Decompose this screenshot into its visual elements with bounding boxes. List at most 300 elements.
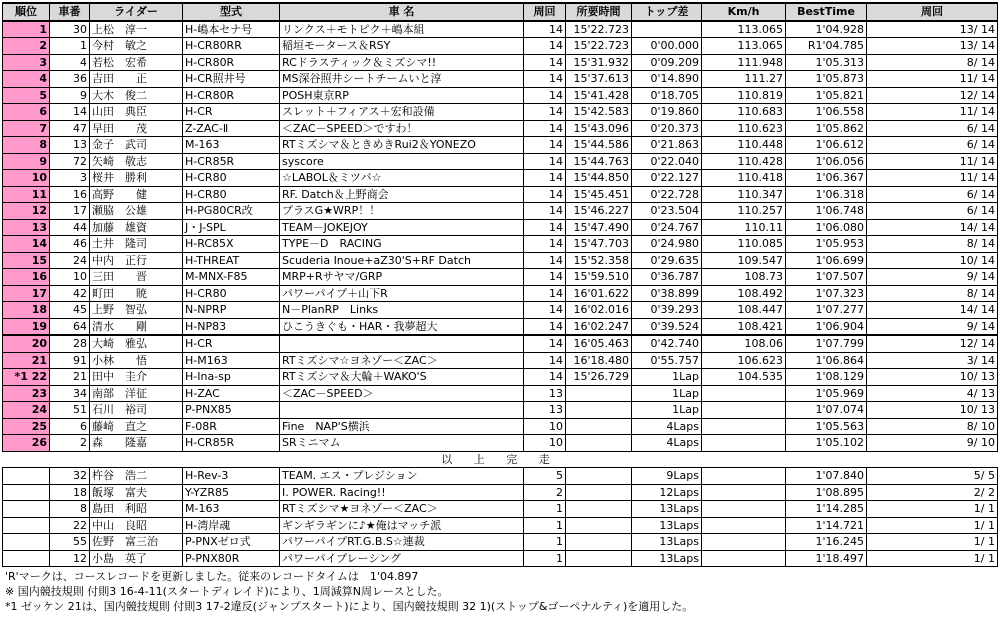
speed-cell: 108.421 xyxy=(702,318,786,335)
position-cell: 3 xyxy=(3,54,50,71)
rider-cell: 山田 典臣 xyxy=(90,104,183,121)
team-cell: TEAM. エス・プレジション xyxy=(280,468,524,485)
number-cell: 34 xyxy=(50,385,90,402)
team-cell: ひこうきぐも・HAR・我夢超大 xyxy=(280,318,524,335)
gap-cell xyxy=(632,21,702,38)
laps-cell: 14 xyxy=(524,186,566,203)
total-time-cell: 15'41.428 xyxy=(566,87,632,104)
results-table xyxy=(2,2,998,567)
speed-cell xyxy=(702,484,786,501)
number-cell: 18 xyxy=(50,484,90,501)
rider-cell: 吉田 正 xyxy=(90,71,183,88)
position-cell: 26 xyxy=(3,435,50,452)
speed-cell xyxy=(702,468,786,485)
gap-cell: 0'19.860 xyxy=(632,104,702,121)
model-cell: H-PG80CR改 xyxy=(183,203,280,220)
total-time-cell: 15'42.583 xyxy=(566,104,632,121)
position-cell: 18 xyxy=(3,302,50,319)
model-cell: M-MNX-F85 xyxy=(183,269,280,286)
table-row xyxy=(3,369,998,386)
rider-cell: 若松 宏希 xyxy=(90,54,183,71)
header-team: 車 名 xyxy=(280,3,524,21)
model-cell: Z-ZAC-Ⅱ xyxy=(183,120,280,137)
table-row xyxy=(3,236,998,253)
total-time-cell: 15'44.586 xyxy=(566,137,632,154)
gap-cell: 0'18.705 xyxy=(632,87,702,104)
speed-cell: 110.683 xyxy=(702,104,786,121)
best-time-cell: 1'07.840 xyxy=(786,468,867,485)
team-cell: RTミズシマ＆ときめきRui2＆YONEZO xyxy=(280,137,524,154)
gap-cell: 0'39.293 xyxy=(632,302,702,319)
speed-cell: 108.06 xyxy=(702,335,786,352)
model-cell: H-ZAC xyxy=(183,385,280,402)
table-row xyxy=(3,186,998,203)
position-cell: 21 xyxy=(3,352,50,369)
note-record: 'R'マークは、コースレコードを更新しました。従来のレコードタイムは 1'04.897 xyxy=(5,570,419,583)
best-lap-cell: 13/ 14 xyxy=(867,38,998,55)
table-row xyxy=(3,352,998,369)
best-time-cell: 1'06.699 xyxy=(786,252,867,269)
laps-cell: 14 xyxy=(524,153,566,170)
best-lap-cell: 9/ 10 xyxy=(867,435,998,452)
table-row xyxy=(3,153,998,170)
position-cell: *1 22 xyxy=(3,369,50,386)
team-cell: MS深谷照井シートチームいと淳 xyxy=(280,71,524,88)
best-time-cell: 1'05.862 xyxy=(786,120,867,137)
rider-cell: 金子 武司 xyxy=(90,137,183,154)
team-cell: RTミズシマ★ヨネゾー＜ZAC＞ xyxy=(280,501,524,518)
total-time-cell xyxy=(566,418,632,435)
number-cell: 21 xyxy=(50,369,90,386)
rider-cell: 桜井 勝利 xyxy=(90,170,183,187)
best-time-cell: 1'08.895 xyxy=(786,484,867,501)
total-time-cell xyxy=(566,501,632,518)
best-lap-cell: 1/ 1 xyxy=(867,534,998,551)
position-cell xyxy=(3,517,50,534)
gap-cell: 0'00.000 xyxy=(632,38,702,55)
table-row xyxy=(3,517,998,534)
table-row xyxy=(3,285,998,302)
rider-cell: 今村 敏之 xyxy=(90,38,183,55)
rider-cell: 森 隆嘉 xyxy=(90,435,183,452)
position-cell: 1 xyxy=(3,21,50,38)
rider-cell: 小林 悟 xyxy=(90,352,183,369)
laps-cell: 14 xyxy=(524,219,566,236)
laps-cell: 1 xyxy=(524,517,566,534)
team-cell: I. POWER. Racing!! xyxy=(280,484,524,501)
gap-cell: 1Lap xyxy=(632,369,702,386)
best-lap-cell: 8/ 14 xyxy=(867,285,998,302)
position-cell xyxy=(3,468,50,485)
table-row xyxy=(3,38,998,55)
speed-cell: 106.623 xyxy=(702,352,786,369)
speed-cell: 113.065 xyxy=(702,38,786,55)
position-cell: 25 xyxy=(3,418,50,435)
rider-cell: 田中 圭介 xyxy=(90,369,183,386)
laps-cell: 1 xyxy=(524,534,566,551)
number-cell: 91 xyxy=(50,352,90,369)
best-time-cell: 1'06.318 xyxy=(786,186,867,203)
number-cell: 22 xyxy=(50,517,90,534)
table-row xyxy=(3,71,998,88)
best-lap-cell: 1/ 1 xyxy=(867,517,998,534)
number-cell: 42 xyxy=(50,285,90,302)
best-time-cell: 1'05.969 xyxy=(786,385,867,402)
number-cell: 16 xyxy=(50,186,90,203)
header-laps: 周回 xyxy=(524,3,566,21)
model-cell: M-163 xyxy=(183,501,280,518)
laps-cell: 14 xyxy=(524,137,566,154)
rider-cell: 島田 利昭 xyxy=(90,501,183,518)
rider-cell: 杵谷 浩二 xyxy=(90,468,183,485)
table-row xyxy=(3,252,998,269)
speed-cell: 104.535 xyxy=(702,369,786,386)
team-cell: SRミニマム xyxy=(280,435,524,452)
speed-cell: 110.11 xyxy=(702,219,786,236)
gap-cell: 0'39.524 xyxy=(632,318,702,335)
best-lap-cell: 3/ 14 xyxy=(867,352,998,369)
rider-cell: 瀬脇 公雄 xyxy=(90,203,183,220)
total-time-cell xyxy=(566,517,632,534)
best-time-cell: 1'16.245 xyxy=(786,534,867,551)
position-cell: 15 xyxy=(3,252,50,269)
total-time-cell: 15'31.932 xyxy=(566,54,632,71)
rider-cell: 飯塚 富夫 xyxy=(90,484,183,501)
laps-cell: 14 xyxy=(524,236,566,253)
number-cell: 32 xyxy=(50,468,90,485)
model-cell: P-PNX85 xyxy=(183,402,280,419)
laps-cell: 2 xyxy=(524,484,566,501)
model-cell: H-CR xyxy=(183,104,280,121)
model-cell: J・J-SPL xyxy=(183,219,280,236)
model-cell: H-CR80R xyxy=(183,54,280,71)
team-cell: スレット＋フィアス＋宏和設備 xyxy=(280,104,524,121)
best-lap-cell: 1/ 1 xyxy=(867,550,998,567)
laps-cell: 14 xyxy=(524,302,566,319)
best-lap-cell: 6/ 14 xyxy=(867,186,998,203)
speed-cell xyxy=(702,402,786,419)
best-time-cell: 1'05.821 xyxy=(786,87,867,104)
model-cell: H-CR80 xyxy=(183,170,280,187)
laps-cell: 14 xyxy=(524,318,566,335)
laps-cell: 1 xyxy=(524,501,566,518)
gap-cell: 0'55.757 xyxy=(632,352,702,369)
laps-cell: 14 xyxy=(524,38,566,55)
team-cell: ギンギラギンに♪★俺はマッチ派 xyxy=(280,517,524,534)
model-cell: H-M163 xyxy=(183,352,280,369)
number-cell: 72 xyxy=(50,153,90,170)
laps-cell: 14 xyxy=(524,269,566,286)
laps-cell: 14 xyxy=(524,203,566,220)
total-time-cell: 16'05.463 xyxy=(566,335,632,352)
gap-cell: 13Laps xyxy=(632,534,702,551)
best-lap-cell: 11/ 14 xyxy=(867,71,998,88)
best-lap-cell: 11/ 14 xyxy=(867,104,998,121)
best-time-cell: 1'06.367 xyxy=(786,170,867,187)
gap-cell: 0'22.728 xyxy=(632,186,702,203)
best-lap-cell: 10/ 13 xyxy=(867,402,998,419)
total-time-cell xyxy=(566,435,632,452)
total-time-cell xyxy=(566,385,632,402)
laps-cell: 10 xyxy=(524,418,566,435)
laps-cell: 14 xyxy=(524,21,566,38)
speed-cell xyxy=(702,501,786,518)
best-lap-cell: 9/ 14 xyxy=(867,318,998,335)
header-best-lap: 周回 xyxy=(867,3,998,21)
laps-cell: 14 xyxy=(524,352,566,369)
best-time-cell: 1'06.904 xyxy=(786,318,867,335)
position-cell: 24 xyxy=(3,402,50,419)
number-cell: 14 xyxy=(50,104,90,121)
position-cell: 6 xyxy=(3,104,50,121)
number-cell: 64 xyxy=(50,318,90,335)
results-body xyxy=(3,3,998,567)
laps-cell: 14 xyxy=(524,54,566,71)
speed-cell xyxy=(702,435,786,452)
rider-cell: 石川 裕司 xyxy=(90,402,183,419)
finish-divider-row xyxy=(3,451,998,468)
best-lap-cell: 9/ 14 xyxy=(867,269,998,286)
rider-cell: 藤崎 直之 xyxy=(90,418,183,435)
number-cell: 12 xyxy=(50,550,90,567)
table-row xyxy=(3,468,998,485)
position-cell: 2 xyxy=(3,38,50,55)
table-row xyxy=(3,203,998,220)
best-lap-cell: 12/ 14 xyxy=(867,335,998,352)
gap-cell: 0'22.040 xyxy=(632,153,702,170)
speed-cell: 113.065 xyxy=(702,21,786,38)
best-lap-cell: 13/ 14 xyxy=(867,21,998,38)
speed-cell xyxy=(702,517,786,534)
speed-cell: 110.257 xyxy=(702,203,786,220)
speed-cell: 111.27 xyxy=(702,71,786,88)
speed-cell: 108.73 xyxy=(702,269,786,286)
laps-cell: 14 xyxy=(524,285,566,302)
results-sheet xyxy=(2,2,995,614)
best-time-cell: 1'06.748 xyxy=(786,203,867,220)
gap-cell: 0'42.740 xyxy=(632,335,702,352)
best-lap-cell: 4/ 13 xyxy=(867,385,998,402)
total-time-cell: 15'22.723 xyxy=(566,38,632,55)
position-cell: 16 xyxy=(3,269,50,286)
best-time-cell: 1'18.497 xyxy=(786,550,867,567)
rider-cell: 早田 茂 xyxy=(90,120,183,137)
model-cell: H-CR80RR xyxy=(183,38,280,55)
laps-cell: 13 xyxy=(524,385,566,402)
position-cell: 20 xyxy=(3,335,50,352)
rider-cell: 三田 晋 xyxy=(90,269,183,286)
number-cell: 46 xyxy=(50,236,90,253)
gap-cell: 0'24.767 xyxy=(632,219,702,236)
total-time-cell: 16'01.622 xyxy=(566,285,632,302)
model-cell: N-NPRP xyxy=(183,302,280,319)
number-cell: 4 xyxy=(50,54,90,71)
header-model: 型式 xyxy=(183,3,280,21)
best-lap-cell: 14/ 14 xyxy=(867,219,998,236)
best-time-cell: 1'04.928 xyxy=(786,21,867,38)
model-cell: H-THREAT xyxy=(183,252,280,269)
speed-cell xyxy=(702,418,786,435)
laps-cell: 14 xyxy=(524,120,566,137)
table-row xyxy=(3,501,998,518)
table-row xyxy=(3,385,998,402)
model-cell: H-CR85R xyxy=(183,435,280,452)
speed-cell: 110.085 xyxy=(702,236,786,253)
total-time-cell: 15'44.850 xyxy=(566,170,632,187)
best-time-cell: 1'05.313 xyxy=(786,54,867,71)
position-cell: 13 xyxy=(3,219,50,236)
laps-cell: 14 xyxy=(524,252,566,269)
rider-cell: 加藤 雄資 xyxy=(90,219,183,236)
number-cell: 30 xyxy=(50,21,90,38)
gap-cell: 4Laps xyxy=(632,435,702,452)
table-row xyxy=(3,170,998,187)
total-time-cell: 15'22.723 xyxy=(566,21,632,38)
team-cell: TEAM－JOKEJOY xyxy=(280,219,524,236)
speed-cell: 110.347 xyxy=(702,186,786,203)
position-cell: 8 xyxy=(3,137,50,154)
rider-cell: 中内 正行 xyxy=(90,252,183,269)
speed-cell xyxy=(702,550,786,567)
best-time-cell: 1'05.563 xyxy=(786,418,867,435)
gap-cell: 13Laps xyxy=(632,550,702,567)
total-time-cell: 15'37.613 xyxy=(566,71,632,88)
total-time-cell: 15'44.763 xyxy=(566,153,632,170)
gap-cell: 0'09.209 xyxy=(632,54,702,71)
header-number: 車番 xyxy=(50,3,90,21)
gap-cell: 13Laps xyxy=(632,501,702,518)
model-cell: H-Ina-sp xyxy=(183,369,280,386)
best-time-cell: 1'07.799 xyxy=(786,335,867,352)
gap-cell: 12Laps xyxy=(632,484,702,501)
speed-cell: 110.448 xyxy=(702,137,786,154)
team-cell: パワーパイプレーシング xyxy=(280,550,524,567)
best-time-cell: 1'08.129 xyxy=(786,369,867,386)
position-cell xyxy=(3,534,50,551)
best-lap-cell: 6/ 14 xyxy=(867,120,998,137)
laps-cell: 13 xyxy=(524,402,566,419)
best-time-cell: 1'06.864 xyxy=(786,352,867,369)
gap-cell: 0'14.890 xyxy=(632,71,702,88)
best-lap-cell: 5/ 5 xyxy=(867,468,998,485)
rider-cell: 矢崎 敬志 xyxy=(90,153,183,170)
position-cell: 5 xyxy=(3,87,50,104)
total-time-cell: 15'26.729 xyxy=(566,369,632,386)
best-time-cell: 1'06.612 xyxy=(786,137,867,154)
model-cell: H-CR80R xyxy=(183,87,280,104)
best-lap-cell: 11/ 14 xyxy=(867,170,998,187)
model-cell: H-嶋本セナ号 xyxy=(183,21,280,38)
model-cell: H-CR xyxy=(183,335,280,352)
table-row xyxy=(3,21,998,38)
total-time-cell: 15'43.096 xyxy=(566,120,632,137)
team-cell: RTミズシマ☆ヨネゾー＜ZAC＞ xyxy=(280,352,524,369)
number-cell: 51 xyxy=(50,402,90,419)
total-time-cell: 15'47.490 xyxy=(566,219,632,236)
table-row xyxy=(3,302,998,319)
best-lap-cell: 10/ 13 xyxy=(867,369,998,386)
position-cell xyxy=(3,550,50,567)
table-row xyxy=(3,269,998,286)
position-cell: 12 xyxy=(3,203,50,220)
header-gap: トップ差 xyxy=(632,3,702,21)
rider-cell: 中山 良昭 xyxy=(90,517,183,534)
best-lap-cell: 6/ 14 xyxy=(867,203,998,220)
gap-cell: 0'29.635 xyxy=(632,252,702,269)
best-lap-cell: 8/ 10 xyxy=(867,418,998,435)
team-cell: RCドラスティック＆ミズシマ!! xyxy=(280,54,524,71)
table-row xyxy=(3,87,998,104)
number-cell: 45 xyxy=(50,302,90,319)
position-cell xyxy=(3,484,50,501)
best-lap-cell: 1/ 1 xyxy=(867,501,998,518)
notes xyxy=(2,569,897,614)
total-time-cell: 15'45.451 xyxy=(566,186,632,203)
total-time-cell: 15'52.358 xyxy=(566,252,632,269)
team-cell: パワーパイプRT.G.B.S☆連裁 xyxy=(280,534,524,551)
number-cell: 44 xyxy=(50,219,90,236)
model-cell: H-Rev-3 xyxy=(183,468,280,485)
team-cell: リンクス＋モトピク＋嶋本組 xyxy=(280,21,524,38)
note-penalty: *1 ゼッケン 21は、国内競技規則 付則3 17-2違反(ジャンプスタート)により、国内競技規則 32 1)(ストップ&ゴーペナルティ)を適用した。 xyxy=(5,600,694,613)
number-cell: 28 xyxy=(50,335,90,352)
total-time-cell: 16'02.016 xyxy=(566,302,632,319)
speed-cell: 110.428 xyxy=(702,153,786,170)
number-cell: 36 xyxy=(50,71,90,88)
model-cell: H-RC85X xyxy=(183,236,280,253)
position-cell: 19 xyxy=(3,318,50,335)
header-rider: ライダー xyxy=(90,3,183,21)
team-cell: syscore xyxy=(280,153,524,170)
team-cell xyxy=(280,402,524,419)
number-cell: 8 xyxy=(50,501,90,518)
header-position: 順位 xyxy=(3,3,50,21)
laps-cell: 1 xyxy=(524,550,566,567)
team-cell xyxy=(280,335,524,352)
total-time-cell: 15'46.227 xyxy=(566,203,632,220)
rider-cell: 佐野 富三治 xyxy=(90,534,183,551)
best-lap-cell: 8/ 14 xyxy=(867,236,998,253)
table-row xyxy=(3,318,998,335)
number-cell: 1 xyxy=(50,38,90,55)
position-cell: 14 xyxy=(3,236,50,253)
gap-cell: 1Lap xyxy=(632,385,702,402)
team-cell: プラスG★WRP！！ xyxy=(280,203,524,220)
gap-cell: 0'22.127 xyxy=(632,170,702,187)
speed-cell: 110.623 xyxy=(702,120,786,137)
team-cell: RTミズシマ＆大輪＋WAKO'S xyxy=(280,369,524,386)
position-cell: 17 xyxy=(3,285,50,302)
table-row xyxy=(3,219,998,236)
position-cell: 23 xyxy=(3,385,50,402)
best-lap-cell: 2/ 2 xyxy=(867,484,998,501)
best-lap-cell: 14/ 14 xyxy=(867,302,998,319)
header-best-time: BestTime xyxy=(786,3,867,21)
laps-cell: 5 xyxy=(524,468,566,485)
team-cell: ☆LABOL＆ミツバ☆ xyxy=(280,170,524,187)
total-time-cell xyxy=(566,468,632,485)
best-time-cell: 1'07.074 xyxy=(786,402,867,419)
header-speed: Km/h xyxy=(702,3,786,21)
header-total-time: 所要時間 xyxy=(566,3,632,21)
best-time-cell: 1'05.873 xyxy=(786,71,867,88)
total-time-cell: 15'59.510 xyxy=(566,269,632,286)
position-cell: 7 xyxy=(3,120,50,137)
team-cell: N－PlanRP Links xyxy=(280,302,524,319)
total-time-cell: 15'47.703 xyxy=(566,236,632,253)
model-cell: H-CR80 xyxy=(183,285,280,302)
rider-cell: 小島 英了 xyxy=(90,550,183,567)
